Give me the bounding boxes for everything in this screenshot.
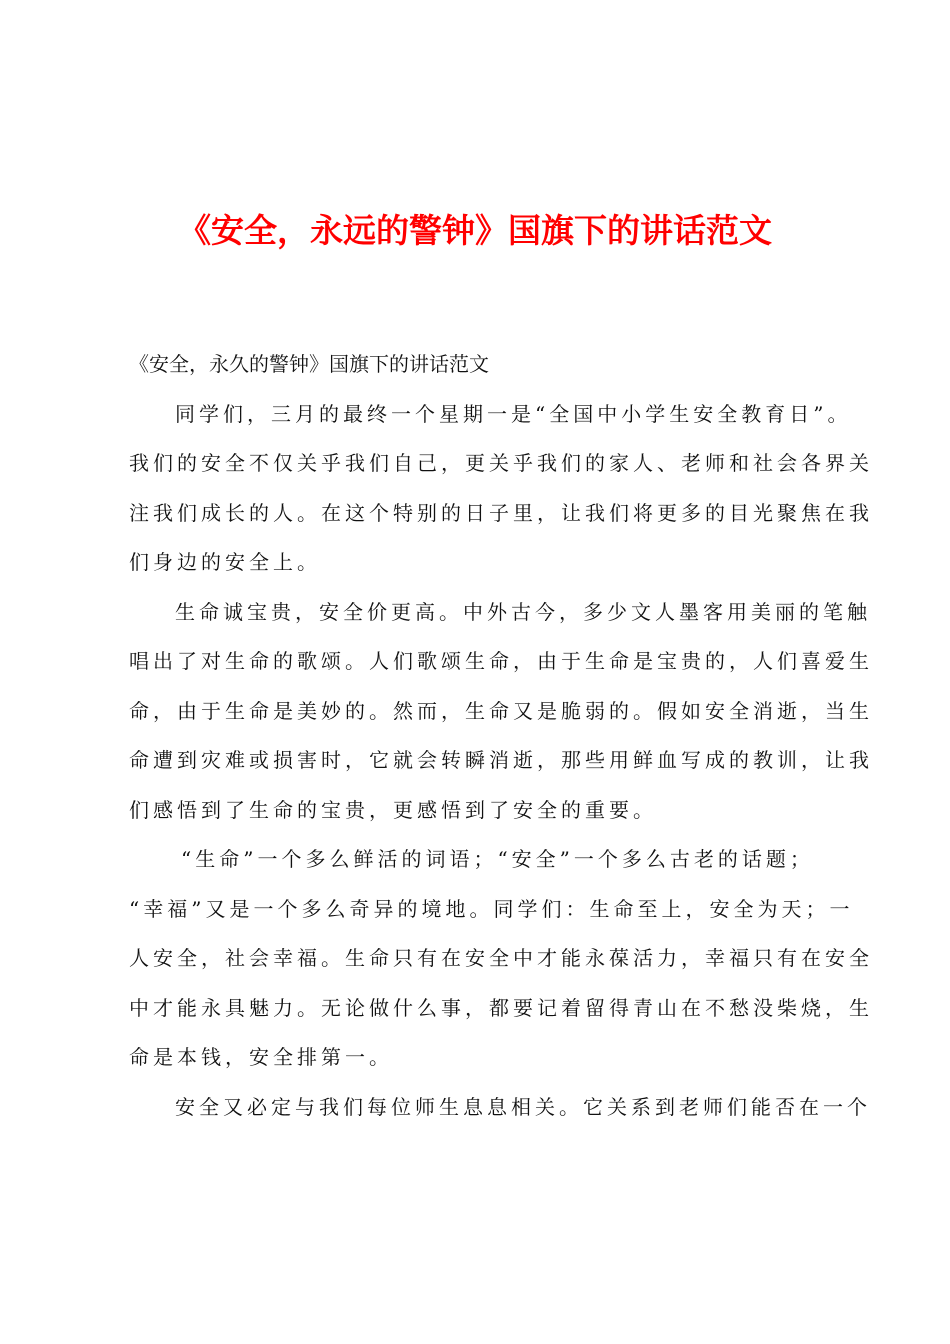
paragraph-2-line-4: 命遭到灾难或损害时，它就会转瞬消逝，那些用鲜血写成的教训，让我 [129, 748, 873, 772]
paragraph-4-line-1: 安全又必定与我们每位师生息息相关。它关系到老师们能否在一个 [175, 1094, 871, 1119]
document-subtitle: 《安全，永久的警钟》国旗下的讲话范文 [129, 352, 489, 376]
paragraph-3-line-2: “幸福”又是一个多么奇异的境地。同学们：生命至上，安全为天；一 [129, 896, 854, 921]
document-body [129, 340, 873, 1132]
paragraph-3-line-4: 中才能永具魅力。无论做什么事，都要记着留得青山在不愁没柴烧，生 [129, 995, 873, 1020]
paragraph-1-line-3: 注我们成长的人。在这个特别的日子里，让我们将更多的目光聚焦在我 [129, 500, 873, 525]
paragraph-1-line-2: 我们的安全不仅关乎我们自己，更关乎我们的家人、老师和社会各界关 [129, 451, 873, 475]
paragraph-2-line-5: 们感悟到了生命的宝贵，更感悟到了安全的重要。 [129, 797, 657, 822]
paragraph-3-line-1: “生命”一个多么鲜活的词语；“安全”一个多么古老的话题； [181, 847, 814, 871]
paragraph-3-line-3: 人安全，社会幸福。生命只有在安全中才能永葆活力，幸福只有在安全 [129, 946, 873, 970]
paragraph-3-line-5: 命是本钱，安全排第一。 [129, 1045, 393, 1069]
paragraph-2-line-3: 命，由于生命是美妙的。然而，生命又是脆弱的。假如安全消逝，当生 [129, 698, 873, 723]
paragraph-1-line-1: 同学们，三月的最终一个星期一是“全国中小学生安全教育日”。 [175, 401, 852, 426]
document-title: 《安全，永远的警钟》国旗下的讲话范文 [178, 211, 772, 250]
paragraph-2-line-2: 唱出了对生命的歌颂。人们歌颂生命，由于生命是宝贵的，人们喜爱生 [129, 649, 873, 673]
paragraph-2-line-1: 生命诚宝贵，安全价更高。中外古今，多少文人墨客用美丽的笔触 [175, 599, 871, 624]
paragraph-1-line-4: 们身边的安全上。 [129, 550, 321, 574]
